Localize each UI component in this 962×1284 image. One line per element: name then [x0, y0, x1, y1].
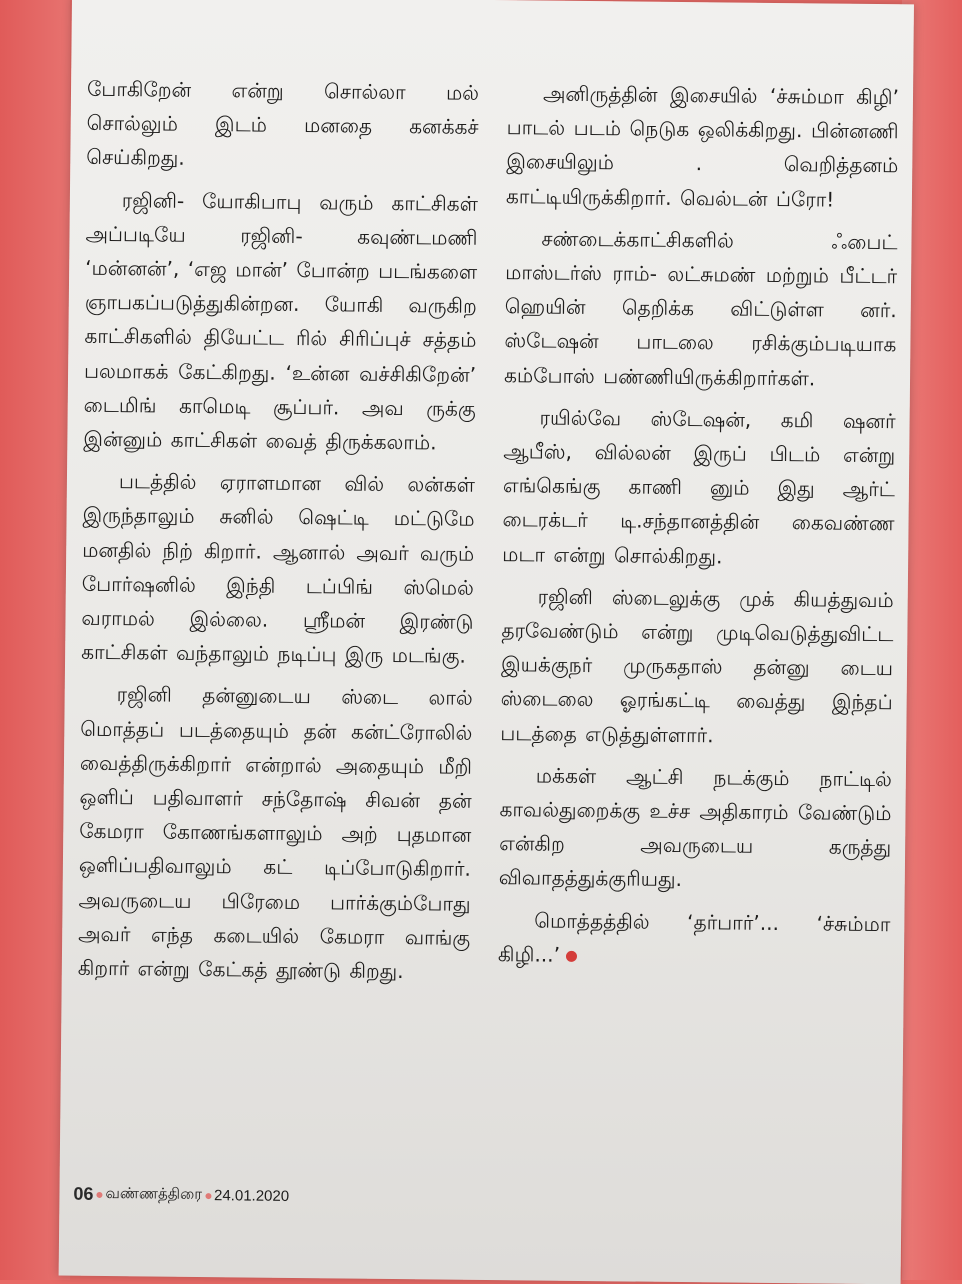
closing-text: மொத்தத்தில் ‘தர்பார்’... ‘ச்சும்மா கிழி...’	[497, 908, 891, 967]
paragraph: போகிறேன் என்று சொல்லா மல் சொல்லும் இடம் மனதை கனக்கச் செய்கிறது.	[86, 76, 480, 171]
paragraph: ரஜினி- யோகிபாபு வரும் காட்சிகள் அப்படியே ரஜினி- கவுண்டமணி ‘மன்னன்’, ‘எஜ மான்’ போன்ற படங்களை ஞாபகப்படுத்துகின்றன. யோகி வருகிற காட்சிகளில் தியேட்ட ரில் சிரிப்புச் சத்தம் பலமாகக் கேட்கிறது. ‘உன்ன வச்சிகிறேன்’ டைமிங் காமெடி சூப்பர். அவ ருக்கு இன்னும் காட்சிகள் வைத் திருக்கலாம்.	[83, 187, 478, 455]
article-body	[76, 72, 899, 1170]
magazine-name: வண்ணத்திரை	[105, 1185, 203, 1204]
separator-dot-icon	[96, 1191, 102, 1197]
page-number: 06	[73, 1183, 94, 1204]
paragraph: மக்கள் ஆட்சி நடக்கும் நாட்டில் காவல்துறைக்கு உச்ச அதிகாரம் வேண்டும் என்கிற அவருடைய கருத்து விவாதத்துக்குரியது.	[498, 763, 892, 892]
page-footer	[73, 1184, 289, 1207]
end-mark-icon	[566, 951, 577, 962]
paragraph: ரஜினி தன்னுடைய ஸ்டை லால் மொத்தப் படத்தையும் தன் கன்ட்ரோலில் வைத்திருக்கிறார் என்றால் அதையும் மீறி ஒளிப் பதிவாளர் சந்தோஷ் சிவன் தன் கேமரா கோணங்களாலும் அற் புதமான ஒளிப்பதிவாலும் கட் டிப்போடுகிறார். அவருடைய பிரேமை பார்க்கும்போது அவர் எந்த கடையில் கேமரா வாங்கு கிறார் என்று கேட்கத் தூண்டு கிறது.	[77, 682, 473, 984]
right-column	[496, 76, 899, 1170]
magazine-page	[59, 0, 914, 1284]
paragraph: சண்டைக்காட்சிகளில் ஃபைட் மாஸ்டர்ஸ் ராம்- லட்சுமண் மற்றும் பீட்டர் ஹெயின் தெறிக்க விட்டுள்ள னர். ஸ்டேஷன் பாடலை ரசிக்கும்படியாக கம்போஸ் பண்ணியிருக்கிறார்கள்.	[503, 226, 898, 391]
paragraph: அனிருத்தின் இசையில் ‘ச்சும்மா கிழி’ பாடல் படம் நெடுக ஒலிக்கிறது. பின்னணி இசையிலும் . வெறித்தனம் காட்டியிருக்கிறார். வெல்டன் ப்ரோ!	[505, 81, 900, 212]
issue-date: 24.01.2020	[213, 1187, 290, 1205]
paragraph: படத்தில் ஏராளமான வில் லன்கள் இருந்தாலும் சுனில் ஷெட்டி மட்டுமே மனதில் நிற் கிறார். ஆனால் அவர் வரும் போர்ஷனில் இந்தி டப்பிங் ஸ்மெல் வராமல் இல்லை. ஸ்ரீமன் இரண்டு காட்சிகள் வந்தாலும் நடிப்பு இரு மடங்கு.	[81, 469, 476, 669]
paragraph: ரஜினி ஸ்டைலுக்கு முக் கியத்துவம் தரவேண்டும் என்று முடிவெடுத்துவிட்ட இயக்குநர் முருகதாஸ் தன்னு டைய ஸ்டைலை ஓரங்கட்டி வைத்து இந்தப் படத்தை எடுத்துள்ளார்.	[500, 584, 894, 748]
closing-paragraph	[498, 903, 891, 976]
left-column	[76, 72, 479, 1166]
red-border-left	[0, 0, 70, 1280]
separator-dot-icon	[205, 1193, 211, 1199]
paragraph: ரயில்வே ஸ்டேஷன், கமி ஷனர் ஆபீஸ், வில்லன் இருப் பிடம் என்று எங்கெங்கு காணி னும் இது ஆர்ட் டைரக்டர் டி.சந்தானத்தின் கைவண்ண மடா என்று சொல்கிறது.	[502, 405, 896, 569]
